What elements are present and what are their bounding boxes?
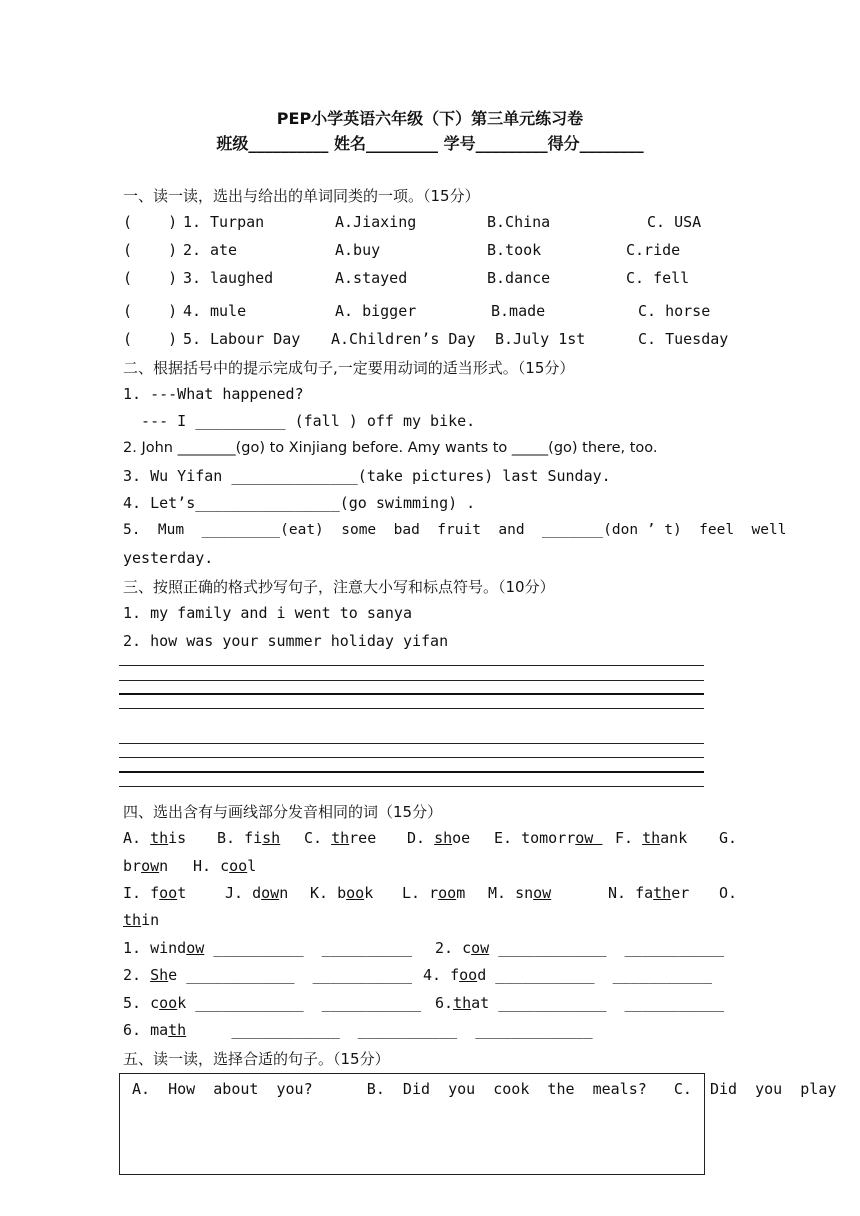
writing-line: [119, 757, 704, 758]
section2-line-5: 4. Let’s________________(go swimming) .: [123, 494, 476, 512]
question-number: 1.: [183, 213, 202, 231]
option-a: A.stayed: [335, 269, 408, 287]
sound-question-2[interactable]: 2. cow ____________ ___________: [435, 939, 724, 957]
question-word: Turpan: [210, 213, 265, 231]
sound-option-c: C. three: [304, 829, 377, 847]
option-a: A.Children’s Day: [331, 330, 476, 348]
sound-option-n: N. father: [608, 884, 690, 902]
section3-heading: 三、按照正确的格式抄写句子，注意大小写和标点符号。（10分）: [123, 578, 555, 596]
option-c: C. horse: [638, 302, 711, 320]
writing-line: [119, 680, 704, 681]
sound-option-k: K. book: [310, 884, 374, 902]
sound-option-l: L. room: [402, 884, 466, 902]
section2-line-3: 2. John ________(go) to Xinjiang before. Amy wants to _____(go) there, too.: [123, 440, 658, 456]
writing-line: [119, 708, 704, 709]
question-number: 3.: [183, 269, 202, 287]
answer-bracket[interactable]: ( ): [123, 213, 178, 231]
section5-heading: 五、读一读，选择合适的句子。（15分）: [123, 1050, 390, 1068]
question-word: ate: [210, 241, 238, 259]
answer-bracket[interactable]: ( ): [123, 269, 178, 287]
sound-option-f: F. thank: [615, 829, 688, 847]
sound-option-o: thin: [123, 911, 160, 929]
option-a: A. bigger: [335, 302, 417, 320]
answer-bracket[interactable]: ( ): [123, 302, 178, 320]
student-info-line: 班级__________ 姓名_________ 学号_________得分________: [216, 134, 644, 153]
sound-question-4[interactable]: 4. food ___________ ___________: [423, 966, 712, 984]
section2-line-4: 3. Wu Yifan ______________(take pictures) last Sunday.: [123, 467, 611, 485]
option-b: B.dance: [487, 269, 551, 287]
option-a: A.Jiaxing: [335, 213, 417, 231]
section3-line-1: 1. my family and i went to sanya: [123, 604, 412, 622]
writing-line: [119, 665, 704, 666]
section2-heading: 二、根据括号中的提示完成句子,一定要用动词的适当形式。（15分）: [123, 359, 575, 377]
section1-heading: 一、读一读，选出与给出的单词同类的一项。（15分）: [123, 187, 480, 205]
question-word: Labour Day: [210, 330, 301, 348]
section2-line-2: --- I __________ (fall ) off my bike.: [123, 412, 476, 430]
section4-heading: 四、选出含有与画线部分发音相同的词（15分）: [123, 803, 443, 821]
sound-question-5[interactable]: 5. cook ____________ ___________: [123, 994, 422, 1012]
answer-bracket[interactable]: ( ): [123, 241, 178, 259]
question-number: 4.: [183, 302, 202, 320]
sound-question-3[interactable]: 2. She ____________ ___________: [123, 966, 412, 984]
sound-option-a: A. this: [123, 829, 187, 847]
sound-option-j: J. down: [225, 884, 289, 902]
option-c: C. Tuesday: [638, 330, 729, 348]
section2-line-1: 1. ---What happened?: [123, 385, 304, 403]
option-a: A.buy: [335, 241, 381, 259]
sound-question-6[interactable]: 6.that ____________ ___________: [435, 994, 724, 1012]
option-b: B.July 1st: [495, 330, 586, 348]
writing-line: [119, 771, 704, 773]
sound-option-g-label: G.: [719, 829, 738, 847]
option-c: C.ride: [626, 241, 681, 259]
sound-option-b: B. fish: [217, 829, 281, 847]
sound-option-h: H. cool: [193, 857, 257, 875]
sound-option-o-label: O.: [719, 884, 738, 902]
writing-line: [119, 786, 704, 787]
question-number: 2.: [183, 241, 202, 259]
section3-line-2: 2. how was your summer holiday yifan: [123, 632, 449, 650]
question-number: 5.: [183, 330, 202, 348]
sound-option-e: E. tomorrow: [494, 829, 603, 847]
page-title: PEP小学英语六年级（下）第三单元练习卷: [276, 109, 584, 128]
option-b: B.China: [487, 213, 551, 231]
question-word: laughed: [210, 269, 274, 287]
option-c: C. USA: [647, 213, 702, 231]
sound-option-d: D. shoe: [407, 829, 471, 847]
sound-question-7[interactable]: 6. math ____________ ___________ _____________: [123, 1021, 593, 1039]
writing-line: [119, 743, 704, 744]
sound-option-g: brown: [123, 857, 169, 875]
option-c: C. fell: [626, 269, 690, 287]
answer-bracket[interactable]: ( ): [123, 330, 178, 348]
writing-line: [119, 693, 704, 695]
sentence-options-text: A. How about you? B. Did you cook the meals? C. Did you play: [132, 1080, 837, 1098]
sound-option-i: I. foot: [123, 884, 187, 902]
option-b: B.made: [491, 302, 546, 320]
section2-line-6: 5. Mum _________(eat) some bad fruit and _______(don ’ t) feel well: [123, 522, 787, 538]
question-word: mule: [210, 302, 247, 320]
option-b: B.took: [487, 241, 542, 259]
sound-question-1[interactable]: 1. window __________ __________: [123, 939, 412, 957]
sound-option-m: M. snow: [488, 884, 552, 902]
section2-line-7: yesterday.: [123, 549, 214, 567]
